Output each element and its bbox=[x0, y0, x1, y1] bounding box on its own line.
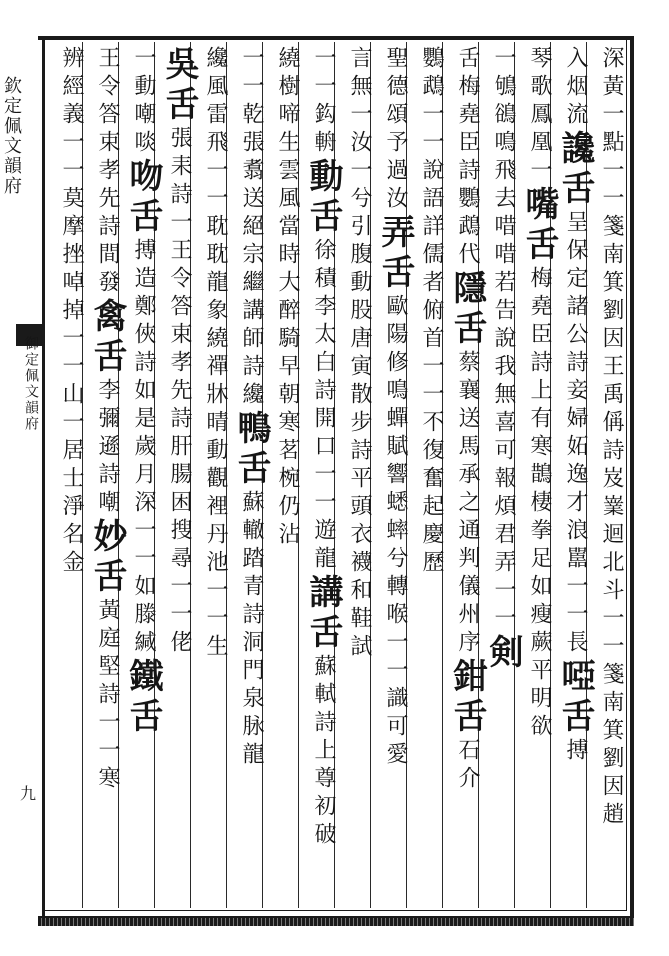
text-column: 王令答束孝先詩間發禽舌李彌遜詩嘲妙舌黃庭堅詩一一寒 bbox=[87, 46, 127, 794]
text-column: 辨經義一一莫摩挫啅掉一一山一居士淨名金 bbox=[59, 46, 84, 578]
headword: 吻舌 bbox=[123, 158, 163, 238]
text-column: 聖德頌予過汝弄舌歐陽修鳴蟬賦響蟋蟀兮轉喉一一識可愛 bbox=[375, 46, 415, 770]
text-column: 吳舌張耒詩一王令答束孝先詩肝腸困搜尋一一佬 bbox=[159, 46, 199, 658]
bottom-border bbox=[38, 918, 634, 926]
text-column: 一動嘲啖吻舌搏造鄭俠詩如是歲月深一一如滕緘鐵舌 bbox=[123, 46, 163, 738]
gutter-side-title: 御定佩文韻府 bbox=[23, 336, 39, 432]
text-column: 一一鈎輈動舌徐積李太白詩開口一一遊龍講舌蘇軾詩上尊初破 bbox=[303, 46, 343, 850]
text-column: 鸚鵡一一說語詳儒者俯首一一不復奮起慶歷 bbox=[419, 46, 444, 578]
text-column: 一一乾張翥送絕宗繼講師詩纔鴨舌蘇轍踏青詩洞門泉脉龍 bbox=[231, 46, 271, 770]
headword: 讒舌 bbox=[555, 130, 595, 210]
headword: 啞舌 bbox=[555, 658, 595, 738]
page-number: 九 bbox=[20, 784, 37, 803]
headword: 妙舌 bbox=[87, 518, 127, 598]
text-column: 纔風雷飛一一耽耽龍象繞禪牀晴動觀裡丹池一一生 bbox=[203, 46, 228, 662]
text-column: 舌梅堯臣詩鸚鵡代隱舌蔡襄送馬承之通判儀州序鉗舌石介 bbox=[447, 46, 487, 794]
headword: 講舌 bbox=[303, 574, 343, 654]
headword: 禽舌 bbox=[87, 298, 127, 378]
text-column: 深黃一點一一箋南箕劉因王禹偁詩岌嶪迴北斗一一箋南箕劉因趙 bbox=[599, 46, 624, 830]
headword: 弄舌 bbox=[375, 214, 415, 294]
headword: 隱舌 bbox=[447, 270, 487, 350]
headword: 鴨舌 bbox=[231, 410, 271, 490]
headword: 剣 bbox=[483, 634, 523, 674]
gutter-title: 欽定佩文韻府 bbox=[1, 76, 22, 196]
headword: 吳舌 bbox=[159, 46, 199, 126]
text-column: 琴歌鳳凰一嘴舌梅堯臣詩上有寒鵲棲拳足如瘦蕨平明欲 bbox=[519, 46, 559, 742]
headword: 鉗舌 bbox=[447, 658, 487, 738]
text-column: 入烟流讒舌呈保定諸公詩妾婦妬逸才浪嚚一一長啞舌搏 bbox=[555, 46, 595, 766]
text-column: 言無一汝一兮引腹動股唐寅散步詩平頭衣襪和鞋試 bbox=[347, 46, 372, 662]
headword: 鐵舌 bbox=[123, 658, 163, 738]
headword: 嘴舌 bbox=[519, 186, 559, 266]
text-column: 繞樹啼生雲風當時大醉騎早朝寒茗椀仍沾 bbox=[275, 46, 300, 550]
text-column: 一鴝鵒鳴飛去唶唶若告說我無喜可報煩君弄一一剣 bbox=[483, 46, 523, 674]
headword: 動舌 bbox=[303, 158, 343, 238]
